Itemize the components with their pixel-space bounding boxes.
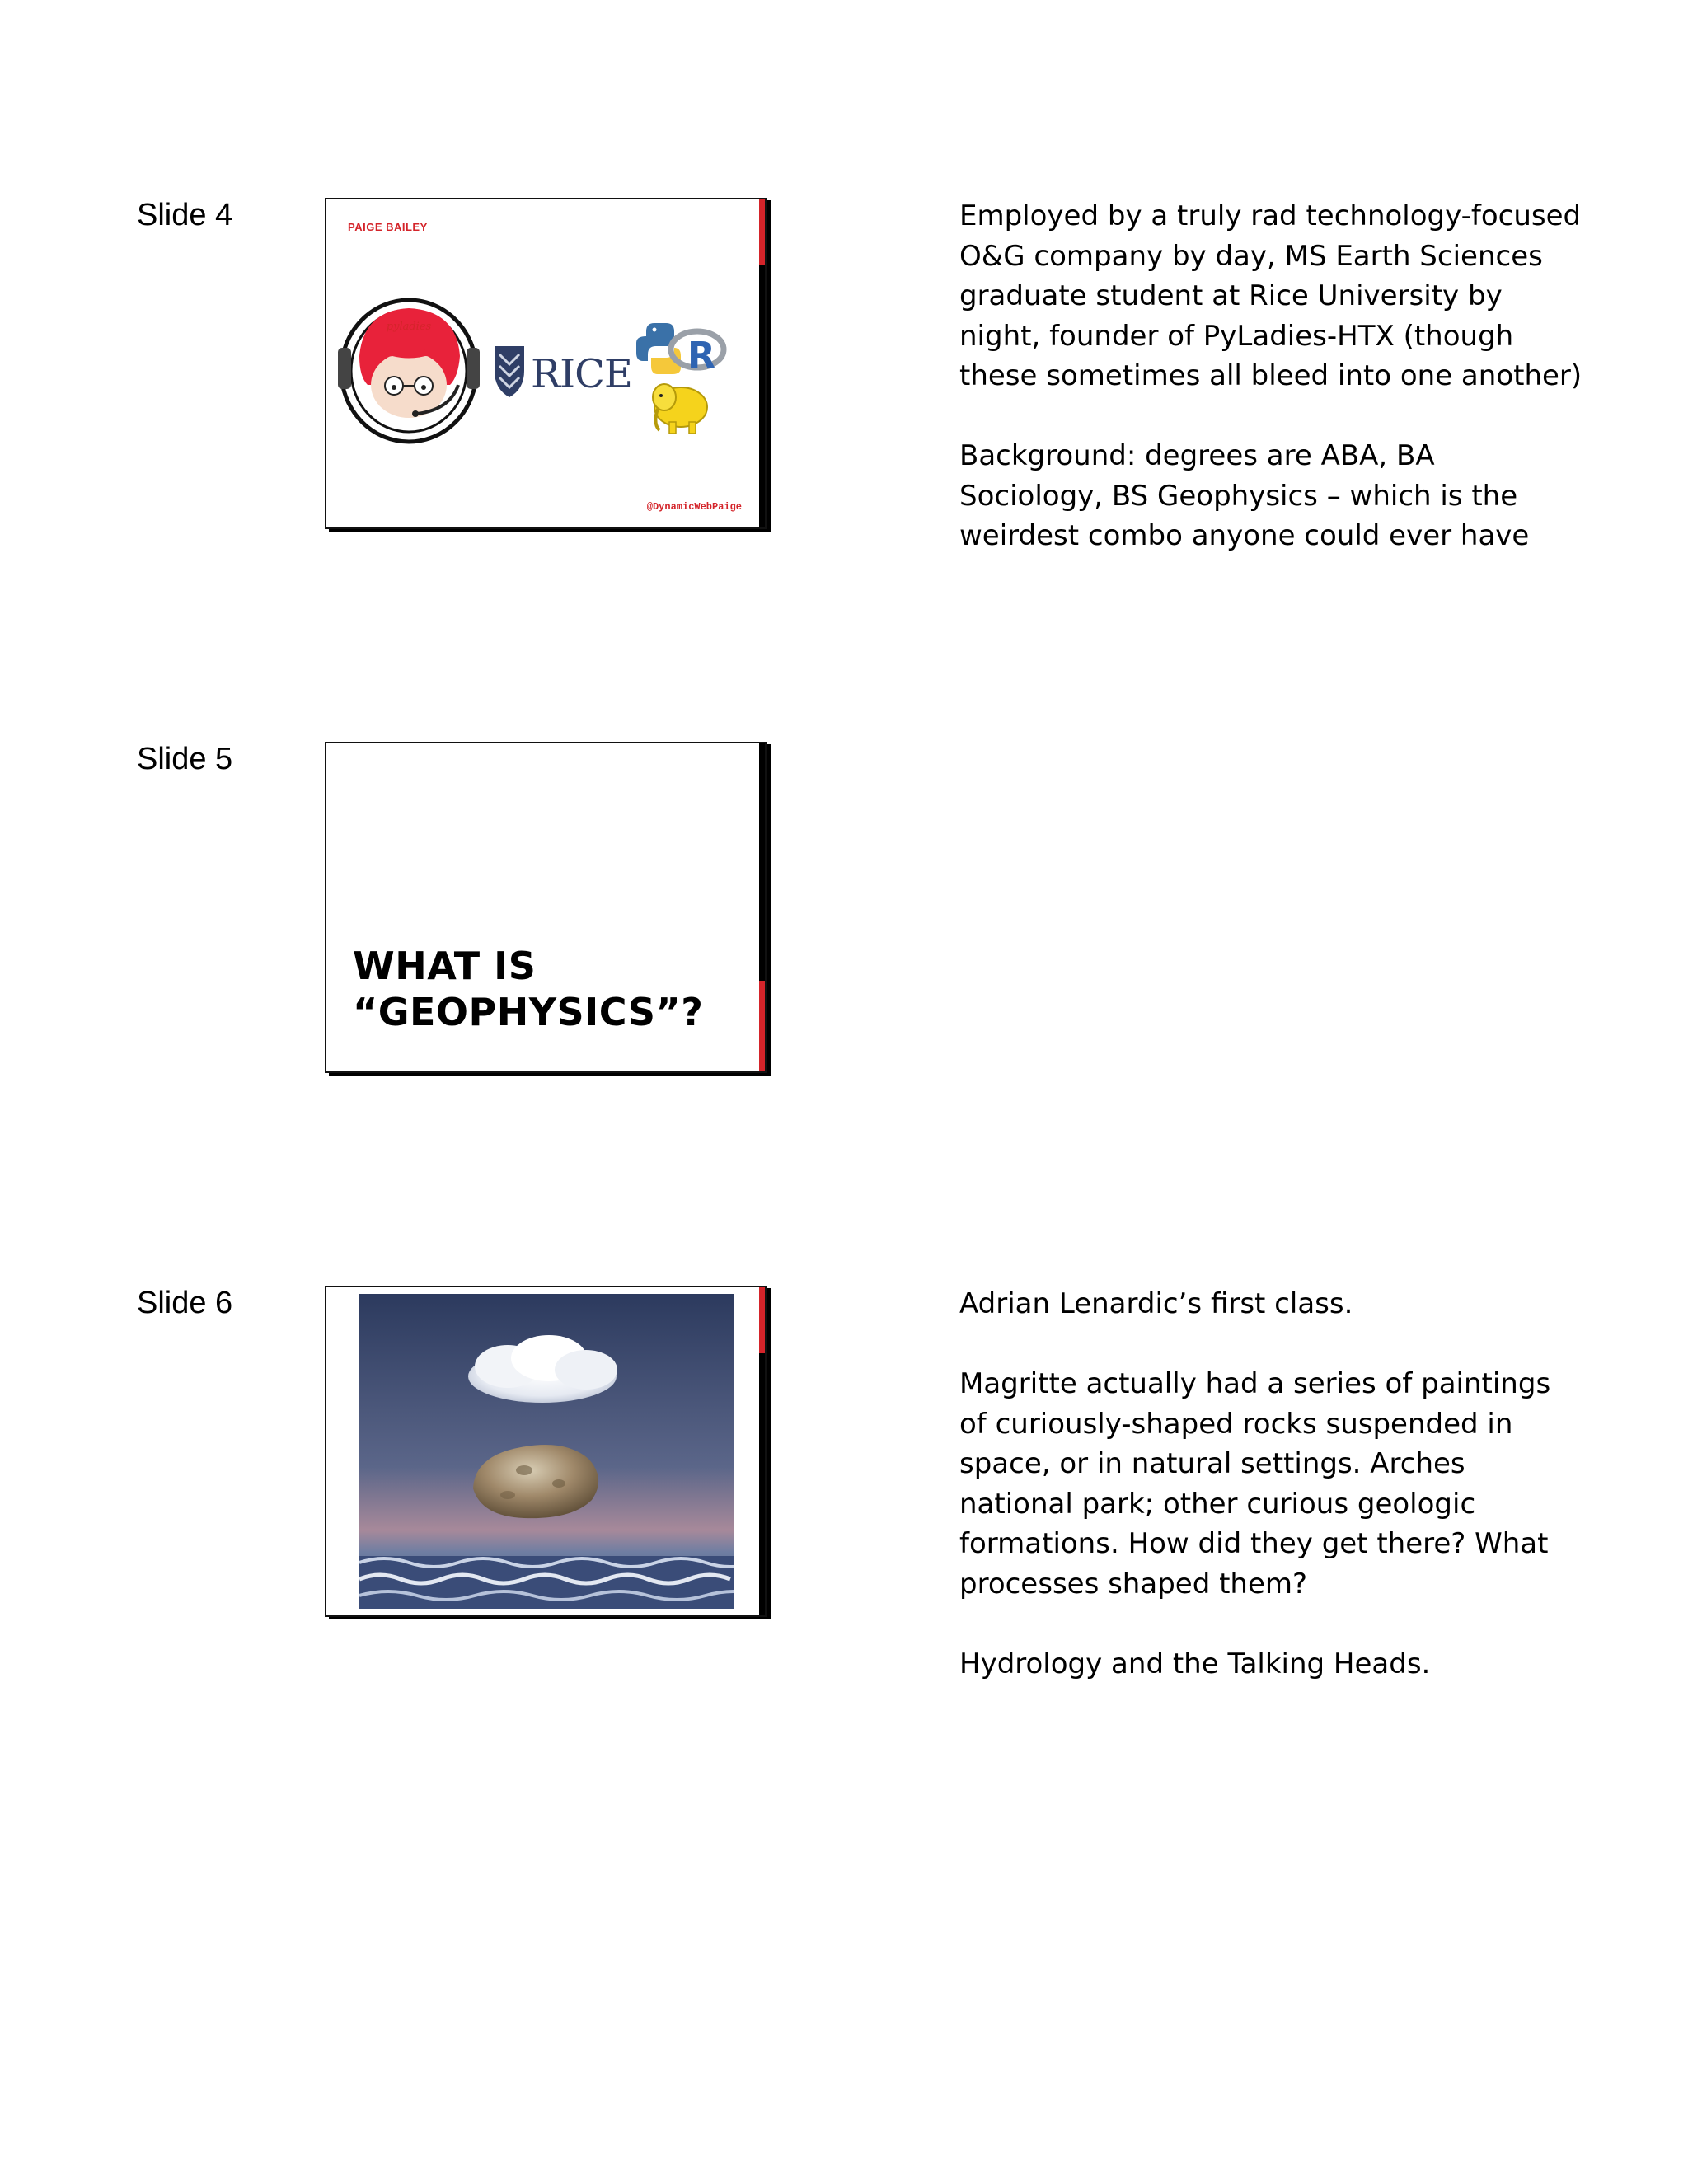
- slide-6-notes: [959, 1284, 1586, 1724]
- slide-4-handle: @DynamicWebPaige: [646, 501, 742, 513]
- svg-text:pyladies: pyladies: [386, 321, 432, 333]
- notes-paragraph: Background: degrees are ABA, BA Sociology, BS Geophysics – which is the weirdest combo anyone could ever have: [959, 439, 1530, 552]
- slide-5-label: Slide 5: [137, 742, 233, 776]
- astronaut-avatar-icon: [338, 300, 480, 442]
- slide-6-thumbnail: [325, 1286, 767, 1617]
- rice-shield-icon: [495, 346, 524, 397]
- rice-wordmark: RICE: [531, 351, 632, 397]
- magritte-painting-image: [359, 1294, 734, 1609]
- slide-4-logos: [326, 232, 763, 504]
- hadoop-elephant-icon: [653, 384, 707, 434]
- slide-5-title-line-1: WHAT IS: [353, 944, 537, 988]
- slide-6-label: Slide 6: [137, 1286, 233, 1320]
- slide-5-thumbnail: [325, 742, 767, 1073]
- slide-4-notes: [959, 196, 1586, 596]
- slide-5-title: [353, 943, 703, 1035]
- notes-paragraph: Magritte actually had a series of paintings of curiously-shaped rocks suspended in space, or in natural settings. Arches national park; other curious geologic formations. How did they get there? What processes shaped them?: [959, 1367, 1551, 1601]
- slide-5-title-line-2: “GEOPHYSICS”?: [353, 990, 704, 1034]
- svg-text:R: R: [687, 335, 715, 377]
- slide-4-thumbnail: [325, 198, 767, 529]
- slide-accent-bar: [759, 1287, 765, 1353]
- notes-paragraph: Hydrology and the Talking Heads.: [959, 1647, 1431, 1680]
- slide-4-title: PAIGE BAILEY: [348, 221, 428, 233]
- python-logo-icon: [636, 323, 681, 374]
- notes-paragraph: Employed by a truly rad technology-focused O&G company by day, MS Earth Sciences graduate student at Rice University by night, founder of PyLadies-HTX (though these sometimes all bleed into one another): [959, 199, 1582, 392]
- notes-paragraph: Adrian Lenardic’s first class.: [959, 1287, 1353, 1320]
- slide-accent-bar: [759, 981, 765, 1071]
- slide-4-label: Slide 4: [137, 198, 233, 232]
- sea-waves-shape: [359, 1556, 734, 1609]
